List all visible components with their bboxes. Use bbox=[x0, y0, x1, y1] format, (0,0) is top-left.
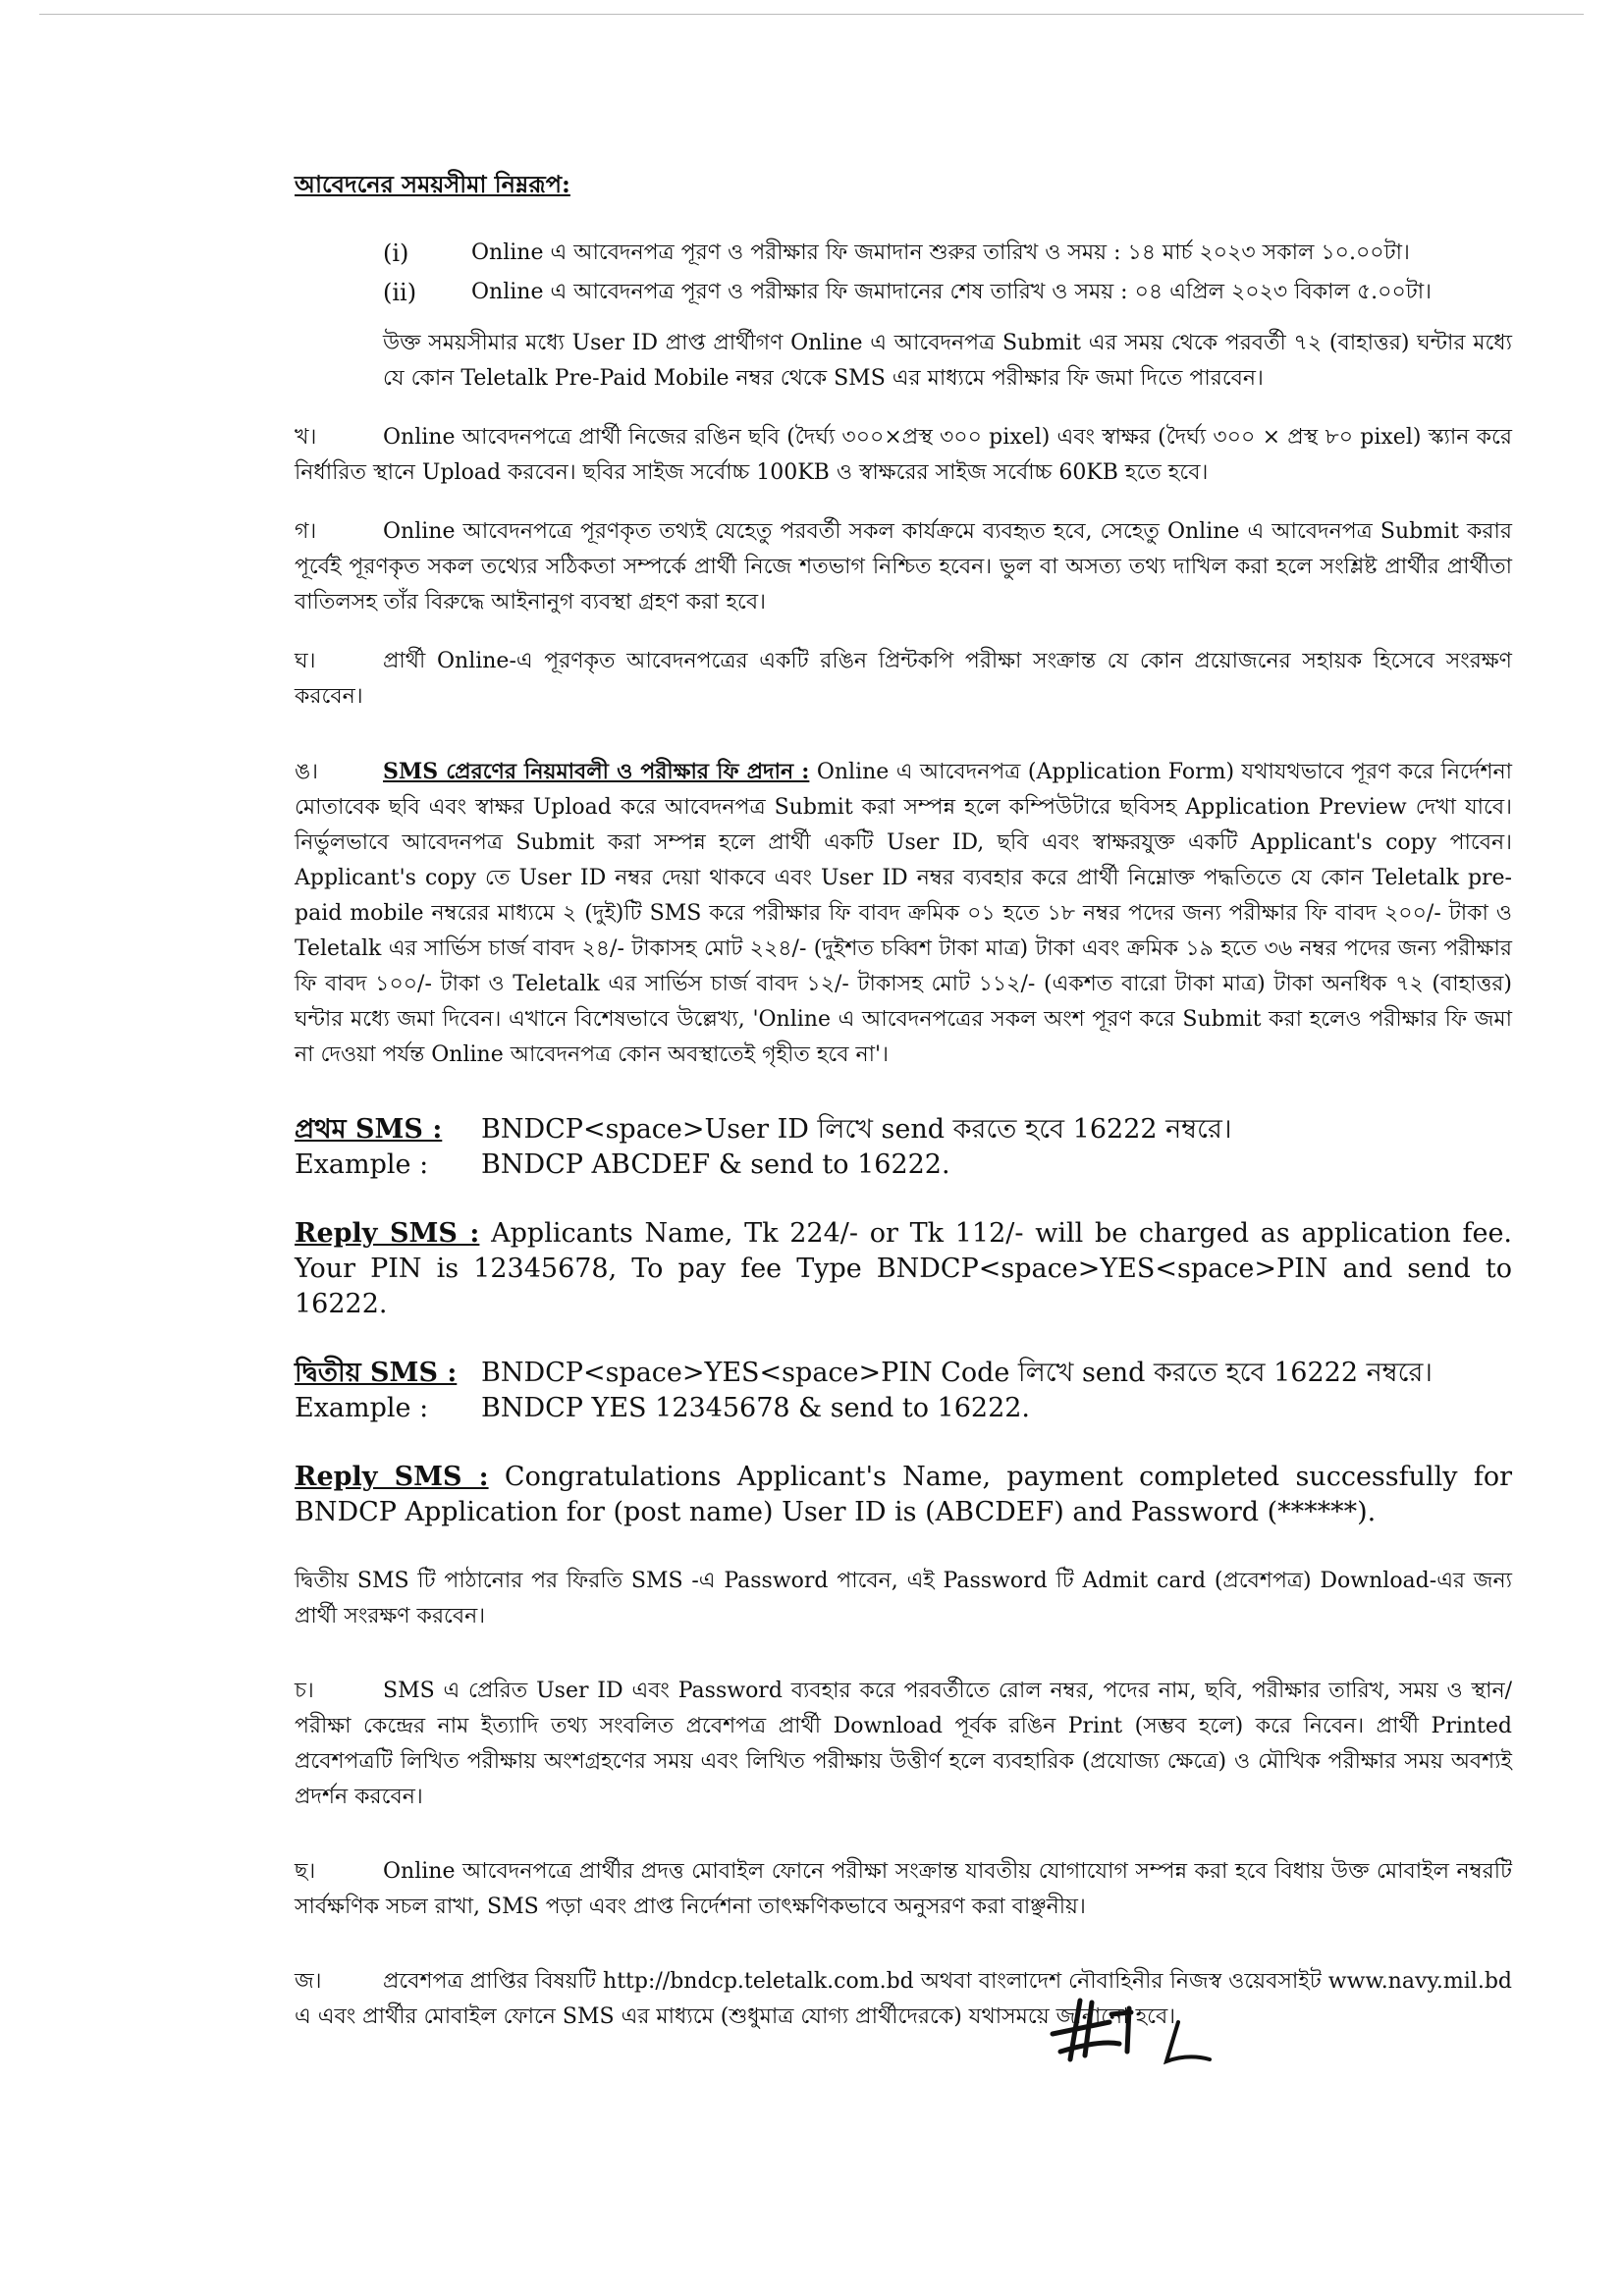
example-label: Example : bbox=[295, 1393, 429, 1423]
timeline-row bbox=[295, 234, 1512, 273]
list-marker: ঙ। bbox=[295, 760, 319, 784]
list-item bbox=[295, 1854, 1512, 1925]
timeline-note: উক্ত সময়সীমার মধ্যে User ID প্রাপ্ত প্রার্থীগণ Online এ আবেদনপত্র Submit এর সময় থেকে পরবর্তী ৭২ (বাহাত্তর) ঘন্টার মধ্যে যে কোন Teletalk Pre-Paid Mobile নম্বর থেকে SMS এর মাধ্যমে পরীক্ষার ফি জমা দিতে পারবেন। bbox=[383, 331, 1512, 391]
sms-rules-paragraph bbox=[295, 754, 1512, 1073]
list-marker: গ। bbox=[295, 519, 317, 544]
list-marker: খ। bbox=[295, 425, 317, 450]
list-item-text: প্রার্থী Online-এ পূরণকৃত আবেদনপত্রের একটি রঙিন প্রিন্টকপি পরীক্ষা সংক্রান্ত যে কোন প্রয়োজনের সহায়ক হিসেবে সংরক্ষণ করবেন। bbox=[295, 649, 1512, 709]
list-marker: (ii) bbox=[383, 279, 417, 306]
list-marker: (i) bbox=[383, 240, 409, 267]
reply-sms-label: Reply SMS : bbox=[295, 1462, 489, 1492]
list-item-text: Online আবেদনপত্রে পূরণকৃত তথ্যই যেহেতু পরবর্তী সকল কার্যক্রমে ব্যবহৃত হবে, সেহেতু Online এ আবেদনপত্র Submit করার পূর্বেই পূরণকৃত সকল তথ্যের সঠিকতা সম্পর্কে প্রার্থী নিজে শতভাগ নিশ্চিত হবেন। ভুল বা অসত্য তথ্য দাখিল করা হলে সংশ্লিষ্ট প্রার্থীর প্রার্থীতা বাতিলসহ তাঁর বিরুদ্ধে আইনানুগ ব্যবস্থা গ্রহণ করা হবে। bbox=[295, 519, 1512, 614]
list-marker: চ। bbox=[295, 1679, 314, 1703]
first-sms-example: BNDCP ABCDEF & send to 16222. bbox=[481, 1149, 950, 1180]
list-item bbox=[295, 1964, 1512, 2035]
top-rule bbox=[39, 14, 1584, 15]
list-marker: ছ। bbox=[295, 1859, 316, 1884]
timeline-text: Online এ আবেদনপত্র পূরণ ও পরীক্ষার ফি জমাদান শুরুর তারিখ ও সময় : ১৪ মার্চ ২০২৩ সকাল ১০.০০টা। bbox=[471, 240, 1410, 265]
reply-sms-text: Applicants Name, Tk 224/- or Tk 112/- will be charged as application fee. Your PIN is 12345678, To pay fee Type BNDCP<space>YES<space>PIN and send to 16222. bbox=[295, 1218, 1512, 1319]
reply-sms-label: Reply SMS : bbox=[295, 1218, 480, 1249]
timeline-row bbox=[295, 273, 1512, 312]
second-sms-example: BNDCP YES 12345678 & send to 16222. bbox=[481, 1393, 1031, 1423]
second-sms-label: দ্বিতীয় SMS : bbox=[295, 1358, 458, 1388]
list-marker: ঘ। bbox=[295, 649, 316, 673]
first-sms-text: BNDCP<space>User ID লিখে send করতে হবে 16222 নম্বরে। bbox=[481, 1114, 1232, 1145]
list-item-text: প্রবেশপত্র প্রাপ্তির বিষয়টি http://bndcp.teletalk.com.bd অথবা বাংলাদেশ নৌবাহিনীর নিজস্ব ওয়েবসাইট www.navy.mil.bd এ এবং প্রার্থীর মোবাইল ফোনে SMS এর মাধ্যমে (শুধুমাত্র যোগ্য প্রার্থীদেরকে) যথাসময়ে জানানো হবে। bbox=[295, 1969, 1512, 2029]
list-item bbox=[295, 1674, 1512, 1815]
sms-rules-title: SMS প্রেরণের নিয়মাবলী ও পরীক্ষার ফি প্রদান : bbox=[383, 759, 810, 784]
list-item-text: Online আবেদনপত্রে প্রার্থীর প্রদত্ত মোবাইল ফোনে পরীক্ষা সংক্রান্ত যাবতীয় যোগাযোগ সম্পন্ন করা হবে বিধায় উক্ত মোবাইল নম্বরটি সার্বক্ষণিক সচল রাখা, SMS পড়া এবং প্রাপ্ত নির্দেশনা তাৎক্ষণিকভাবে অনুসরণ করা বাঞ্ছনীয়। bbox=[295, 1859, 1512, 1919]
second-sms-block bbox=[295, 1356, 1512, 1426]
section-heading: আবেদনের সময়সীমা নিম্নরূপ: bbox=[295, 170, 570, 198]
reply-sms-2 bbox=[295, 1460, 1512, 1530]
signature-image bbox=[1041, 1983, 1237, 2071]
list-item bbox=[295, 420, 1512, 491]
sms-rules-text: Online এ আবেদনপত্র (Application Form) যথাযথভাবে পূরণ করে নির্দেশনা মোতাবেক ছবি এবং স্বাক্ষর Upload করে আবেদনপত্র Submit করা সম্পন্ন হলে কম্পিউটারে ছবিসহ Application Preview দেখা যাবে। নির্ভুলভাবে আবেদনপত্র Submit করা সম্পন্ন হলে প্রার্থী একটি User ID, ছবি এবং স্বাক্ষরযুক্ত একটি Applicant's copy পাবেন। Applicant's copy তে User ID নম্বর দেয়া থাকবে এবং User ID নম্বর ব্যবহার করে প্রার্থী নিম্নোক্ত পদ্ধতিতে যে কোন Teletalk pre-paid mobile নম্বরের মাধ্যমে ২ (দুই)টি SMS করে পরীক্ষার ফি বাবদ ক্রমিক ০১ হতে ১৮ নম্বর পদের জন্য পরীক্ষার ফি বাবদ ২০০/- টাকা ও Teletalk এর সার্ভিস চার্জ বাবদ ২৪/- টাকাসহ মোট ২২৪/- (দুইশত চব্বিশ টাকা মাত্র) টাকা এবং ক্রমিক ১৯ হতে ৩৬ নম্বর পদের জন্য পরীক্ষার ফি বাবদ ১০০/- টাকা ও Teletalk এর সার্ভিস চার্জ বাবদ ১২/- টাকাসহ মোট ১১২/- (একশত বারো টাকা মাত্র) টাকা অনধিক ৭২ (বাহাত্তর) ঘন্টার মধ্যে জমা দিবেন। এখানে বিশেষভাবে উল্লেখ্য, 'Online এ আবেদনপত্রের সকল অংশ পূরণ করে Submit করা হলেও পরীক্ষার ফি জমা না দেওয়া পর্যন্ত Online আবেদনপত্র কোন অবস্থাতেই গৃহীত হবে না'। bbox=[295, 760, 1512, 1067]
second-sms-text: BNDCP<space>YES<space>PIN Code লিখে send করতে হবে 16222 নম্বরে। bbox=[481, 1358, 1433, 1388]
first-sms-label: প্রথম SMS : bbox=[295, 1114, 443, 1145]
password-note: দ্বিতীয় SMS টি পাঠানোর পর ফিরতি SMS -এ Password পাবেন, এই Password টি Admit card (প্রবেশপত্র) Download-এর জন্য প্রার্থী সংরক্ষণ করবেন। bbox=[295, 1569, 1512, 1629]
list-item bbox=[295, 514, 1512, 620]
first-sms-block bbox=[295, 1112, 1512, 1183]
document-page bbox=[295, 167, 1512, 2058]
list-item bbox=[295, 644, 1512, 715]
example-label: Example : bbox=[295, 1149, 429, 1180]
list-marker: জ। bbox=[295, 1969, 322, 1994]
list-item-text: Online আবেদনপত্রে প্রার্থী নিজের রঙিন ছবি (দৈর্ঘ্য ৩০০×প্রস্থ ৩০০ pixel) এবং স্বাক্ষর (দৈর্ঘ্য ৩০০ × প্রস্থ ৮০ pixel) স্ক্যান করে নির্ধারিত স্থানে Upload করবেন। ছবির সাইজ সর্বোচ্চ 100KB ও স্বাক্ষরের সাইজ সর্বোচ্চ 60KB হতে হবে। bbox=[295, 425, 1512, 485]
reply-sms-1 bbox=[295, 1216, 1512, 1322]
reply-sms-text: Congratulations Applicant's Name, payment completed successfully for BNDCP Application for (post name) User ID is (ABCDEF) and Password (******). bbox=[295, 1462, 1513, 1527]
list-item-text: SMS এ প্রেরিত User ID এবং Password ব্যবহার করে পরবর্তীতে রোল নম্বর, পদের নাম, ছবি, পরীক্ষার তারিখ, সময় ও স্থান/পরীক্ষা কেন্দ্রের নাম ইত্যাদি তথ্য সংবলিত প্রবেশপত্র প্রার্থী Download পূর্বক রঙিন Print (সম্ভব হলে) করে নিবেন। প্রার্থী Printed প্রবেশপত্রটি লিখিত পরীক্ষায় অংশগ্রহণের সময় এবং লিখিত পরীক্ষায় উত্তীর্ণ হলে ব্যবহারিক (প্রযোজ্য ক্ষেত্রে) ও মৌখিক পরীক্ষার সময় অবশ্যই প্রদর্শন করবেন। bbox=[295, 1679, 1512, 1809]
timeline-text: Online এ আবেদনপত্র পূরণ ও পরীক্ষার ফি জমাদানের শেষ তারিখ ও সময় : ০৪ এপ্রিল ২০২৩ বিকাল ৫.০০টা। bbox=[471, 280, 1433, 304]
